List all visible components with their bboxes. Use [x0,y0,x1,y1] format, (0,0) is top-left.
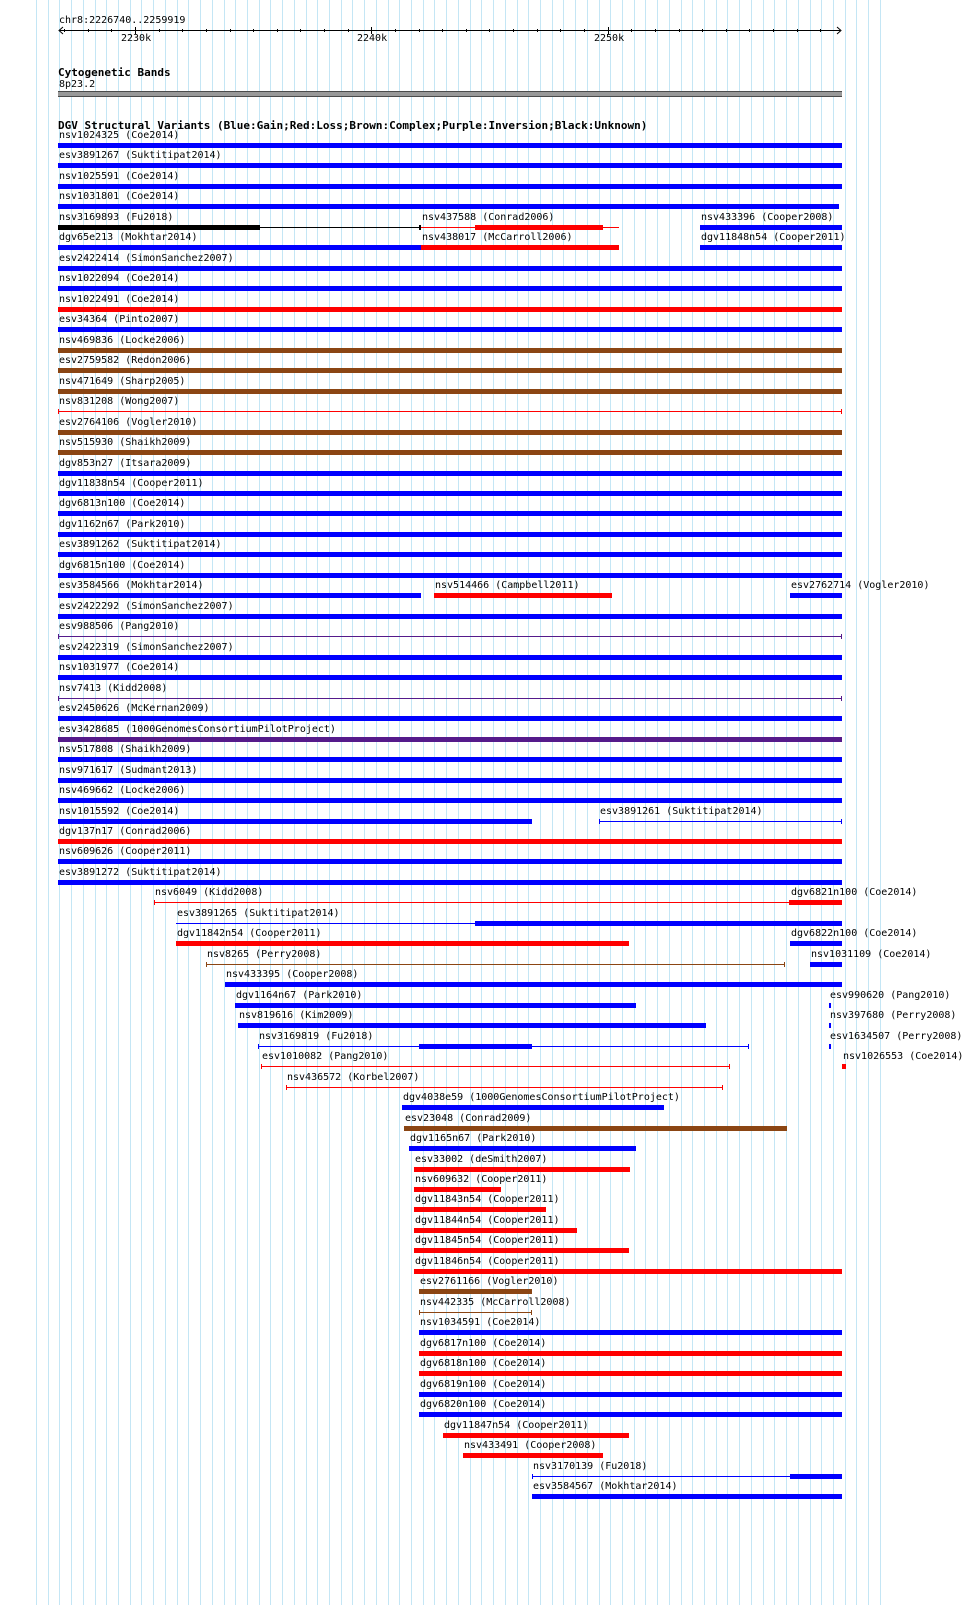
feature-label: nsv971617 (Sudmant2013) [59,765,198,776]
feature-label: nsv1034591 (Coe2014) [420,1317,541,1328]
feature-bar[interactable] [58,716,842,721]
feature-bar[interactable] [414,1248,629,1253]
feature-bar[interactable] [58,859,842,864]
feature-bar[interactable] [700,225,842,230]
feature-label: nsv609626 (Cooper2011) [59,846,192,857]
feature-label: nsv1031109 (Coe2014) [811,949,932,960]
feature-label: dgv11844n54 (Cooper2011) [415,1215,560,1226]
feature-bar[interactable] [58,471,842,476]
feature-label: dgv11842n54 (Cooper2011) [177,928,322,939]
feature-label: esv33002 (deSmith2007) [415,1154,548,1165]
feature-label: dgv6820n100 (Coe2014) [420,1399,547,1410]
feature-bar[interactable] [58,163,842,168]
ruler-label: 2250k [594,33,625,44]
feature-label: nsv3170139 (Fu2018) [533,1461,648,1472]
feature-label: dgv6821n100 (Coe2014) [791,887,918,898]
feature-bar[interactable] [58,389,842,394]
feature-bar[interactable] [58,204,839,209]
feature-bar[interactable] [58,593,421,598]
feature-bar[interactable] [225,982,842,987]
feature-bar[interactable] [419,1392,842,1397]
feature-end-tick [154,900,155,905]
feature-label: dgv6817n100 (Coe2014) [420,1338,547,1349]
feature-label: esv3891267 (Suktitipat2014) [59,150,222,161]
feature-label: nsv8265 (Perry2008) [207,949,322,960]
feature-bar[interactable] [58,757,842,762]
feature-label: nsv1025591 (Coe2014) [59,171,180,182]
feature-end-tick [841,634,842,639]
feature-bar[interactable] [58,880,842,885]
feature-label: esv2422414 (SimonSanchez2007) [59,253,234,264]
feature-bar[interactable] [419,1351,842,1356]
feature-bar[interactable] [58,552,842,557]
feature-bar[interactable] [414,1269,842,1274]
feature-label: esv3428685 (1000GenomesConsortiumPilotProject) [59,724,336,735]
feature-label: nsv7413 (Kidd2008) [59,683,168,694]
feature-connector-line[interactable] [599,821,842,822]
feature-label: nsv515930 (Shaikh2009) [59,437,192,448]
feature-bar[interactable] [790,1474,842,1479]
feature-bar[interactable] [58,245,421,250]
feature-connector-line[interactable] [286,1087,723,1088]
feature-connector-line[interactable] [58,698,842,699]
feature-connector-line[interactable] [419,1312,532,1313]
feature-label: nsv397680 (Perry2008) [830,1010,957,1021]
feature-label: dgv11843n54 (Cooper2011) [415,1194,560,1205]
feature-label: nsv1015592 (Coe2014) [59,806,180,817]
feature-end-tick [784,962,785,967]
feature-label: nsv1022491 (Coe2014) [59,294,180,305]
feature-label: dgv6822n100 (Coe2014) [791,928,918,939]
feature-label: nsv831208 (Wong2007) [59,396,180,407]
feature-end-tick [419,1310,420,1315]
feature-end-tick [58,696,59,701]
feature-end-tick [748,1044,749,1049]
feature-bar[interactable] [790,900,842,905]
feature-bar[interactable] [58,143,842,148]
feature-label: esv3891265 (Suktitipat2014) [177,908,340,919]
feature-bar[interactable] [238,1023,706,1028]
feature-label: esv3891262 (Suktitipat2014) [59,539,222,550]
feature-label: esv23048 (Conrad2009) [405,1113,532,1124]
feature-end-tick [258,1044,259,1049]
feature-bar[interactable] [414,1228,577,1233]
feature-bar[interactable] [58,778,842,783]
feature-bar[interactable] [419,1289,532,1294]
feature-label: nsv3169893 (Fu2018) [59,212,174,223]
feature-label: dgv1164n67 (Park2010) [236,990,363,1001]
feature-label: nsv6049 (Kidd2008) [155,887,264,898]
feature-label: esv34364 (Pinto2007) [59,314,180,325]
feature-label: esv1010082 (Pang2010) [262,1051,389,1062]
feature-end-tick [286,1085,287,1090]
feature-label: nsv517808 (Shaikh2009) [59,744,192,755]
feature-bar[interactable] [419,1412,842,1417]
feature-bar[interactable] [443,1433,629,1438]
gridline [868,0,869,1605]
feature-label: dgv4038e59 (1000GenomesConsortiumPilotProject) [403,1092,680,1103]
feature-bar[interactable] [463,1453,603,1458]
feature-end-tick [841,696,842,701]
cytoband-name: 8p23.2 [59,79,96,90]
feature-bar[interactable] [58,675,842,680]
feature-connector-line[interactable] [58,636,842,637]
feature-label: nsv469836 (Locke2006) [59,335,186,346]
feature-bar[interactable] [58,225,260,230]
feature-bar[interactable] [434,593,612,598]
feature-bar[interactable] [404,1126,787,1131]
feature-bar[interactable] [700,245,842,250]
feature-label: nsv433396 (Cooper2008) [701,212,834,223]
feature-label: dgv11847n54 (Cooper2011) [444,1420,589,1431]
feature-label: nsv1031977 (Coe2014) [59,662,180,673]
feature-label: esv3584567 (Mokhtar2014) [533,1481,678,1492]
feature-bar[interactable] [409,1146,636,1151]
feature-label: dgv137n17 (Conrad2006) [59,826,192,837]
feature-bar[interactable] [402,1105,664,1110]
dgv-track-title: DGV Structural Variants (Blue:Gain;Red:Loss;Brown:Complex;Purple:Inversion;Black:Unknown) [58,119,648,132]
gridline [48,0,49,1605]
feature-bar[interactable] [790,593,842,598]
feature-label: dgv65e213 (Mokhtar2014) [59,232,198,243]
ruler-label: 2230k [121,33,152,44]
feature-label: dgv11846n54 (Cooper2011) [415,1256,560,1267]
feature-label: nsv1024325 (Coe2014) [59,130,180,141]
feature-end-tick [58,634,59,639]
feature-label: esv990620 (Pang2010) [830,990,951,1001]
feature-label: esv2450626 (McKernan2009) [59,703,210,714]
feature-bar[interactable] [58,573,842,578]
feature-label: nsv436572 (Korbel2007) [287,1072,420,1083]
feature-bar[interactable] [58,286,842,291]
feature-end-tick [841,819,842,824]
feature-label: nsv437588 (Conrad2006) [422,212,555,223]
feature-bar[interactable] [419,1330,842,1335]
feature-label: esv2422319 (SimonSanchez2007) [59,642,234,653]
feature-end-tick [830,1044,831,1049]
feature-label: esv1634507 (Perry2008) [830,1031,963,1042]
feature-bar[interactable] [421,245,619,250]
ruler-location: chr8:2226740..2259919 [59,15,186,26]
feature-label: dgv1162n67 (Park2010) [59,519,186,530]
feature-connector-line[interactable] [154,902,790,903]
feature-label: dgv6813n100 (Coe2014) [59,498,186,509]
feature-end-tick [261,1064,262,1069]
feature-bar[interactable] [58,307,842,312]
feature-label: esv3891261 (Suktitipat2014) [600,806,763,817]
feature-label: esv2761166 (Vogler2010) [420,1276,559,1287]
feature-connector-line[interactable] [58,411,842,412]
feature-label: nsv433491 (Cooper2008) [464,1440,597,1451]
feature-end-tick [841,409,842,414]
feature-label: nsv471649 (Sharp2005) [59,376,186,387]
feature-label: nsv609632 (Cooper2011) [415,1174,548,1185]
feature-end-tick [58,409,59,414]
feature-end-tick [722,1085,723,1090]
feature-bar[interactable] [176,941,629,946]
feature-bar[interactable] [58,532,842,537]
feature-label: nsv1031801 (Coe2014) [59,191,180,202]
feature-label: esv2422292 (SimonSanchez2007) [59,601,234,612]
feature-label: esv3891272 (Suktitipat2014) [59,867,222,878]
feature-bar[interactable] [58,614,842,619]
feature-label: dgv11845n54 (Cooper2011) [415,1235,560,1246]
feature-bar[interactable] [414,1167,630,1172]
feature-label: nsv1026553 (Coe2014) [843,1051,963,1062]
feature-label: nsv442335 (McCarroll2008) [420,1297,571,1308]
feature-label: dgv1165n67 (Park2010) [410,1133,537,1144]
feature-label: dgv11848n54 (Cooper2011) [701,232,846,243]
cytoband-track-title: Cytogenetic Bands [58,66,171,79]
feature-label: dgv11838n54 (Cooper2011) [59,478,204,489]
feature-label: nsv819616 (Kim2009) [239,1010,354,1021]
feature-end-tick [531,1310,532,1315]
feature-bar[interactable] [810,962,842,967]
gridline [880,0,881,1605]
gridline [856,0,857,1605]
feature-bar[interactable] [58,450,842,455]
feature-end-tick [599,819,600,824]
feature-label: dgv6818n100 (Coe2014) [420,1358,547,1369]
feature-bar[interactable] [58,737,842,742]
feature-label: esv2759582 (Redon2006) [59,355,192,366]
feature-bar[interactable] [235,1003,636,1008]
feature-label: nsv438017 (McCarroll2006) [422,232,573,243]
feature-bar[interactable] [58,839,842,844]
feature-bar[interactable] [532,1494,842,1499]
feature-bar[interactable] [414,1207,546,1212]
ruler-label: 2240k [357,33,388,44]
feature-bar[interactable] [475,921,842,926]
feature-bar[interactable] [414,1187,501,1192]
cytoband-bar[interactable] [58,91,842,97]
feature-label: dgv853n27 (Itsara2009) [59,458,192,469]
feature-label: nsv3169819 (Fu2018) [259,1031,374,1042]
feature-bar[interactable] [475,225,603,230]
feature-bar[interactable] [58,430,842,435]
feature-label: esv2764106 (Vogler2010) [59,417,198,428]
gridline [36,0,37,1605]
feature-bar[interactable] [58,819,532,824]
feature-label: esv3584566 (Mokhtar2014) [59,580,204,591]
feature-bar[interactable] [58,491,842,496]
feature-bar[interactable] [842,1064,846,1069]
feature-bar[interactable] [58,327,842,332]
feature-bar[interactable] [58,368,842,373]
feature-bar[interactable] [419,1371,842,1376]
feature-bar[interactable] [58,348,842,353]
feature-end-tick [729,1064,730,1069]
feature-bar[interactable] [419,1044,532,1049]
feature-end-tick [830,1003,831,1008]
feature-bar[interactable] [790,941,842,946]
feature-label: nsv433395 (Cooper2008) [226,969,359,980]
feature-label: esv988506 (Pang2010) [59,621,180,632]
feature-end-tick [830,1023,831,1028]
feature-connector-line[interactable] [206,964,785,965]
feature-label: nsv469662 (Locke2006) [59,785,186,796]
feature-connector-line[interactable] [261,1066,730,1067]
feature-label: esv2762714 (Vogler2010) [791,580,930,591]
feature-bar[interactable] [58,798,842,803]
feature-bar[interactable] [58,266,842,271]
feature-end-tick [532,1474,533,1479]
feature-label: dgv6819n100 (Coe2014) [420,1379,547,1390]
feature-bar[interactable] [58,184,842,189]
feature-bar[interactable] [58,511,842,516]
feature-end-tick [206,962,207,967]
feature-label: nsv514466 (Campbell2011) [435,580,580,591]
feature-label: dgv6815n100 (Coe2014) [59,560,186,571]
feature-label: nsv1022094 (Coe2014) [59,273,180,284]
feature-bar[interactable] [58,655,842,660]
